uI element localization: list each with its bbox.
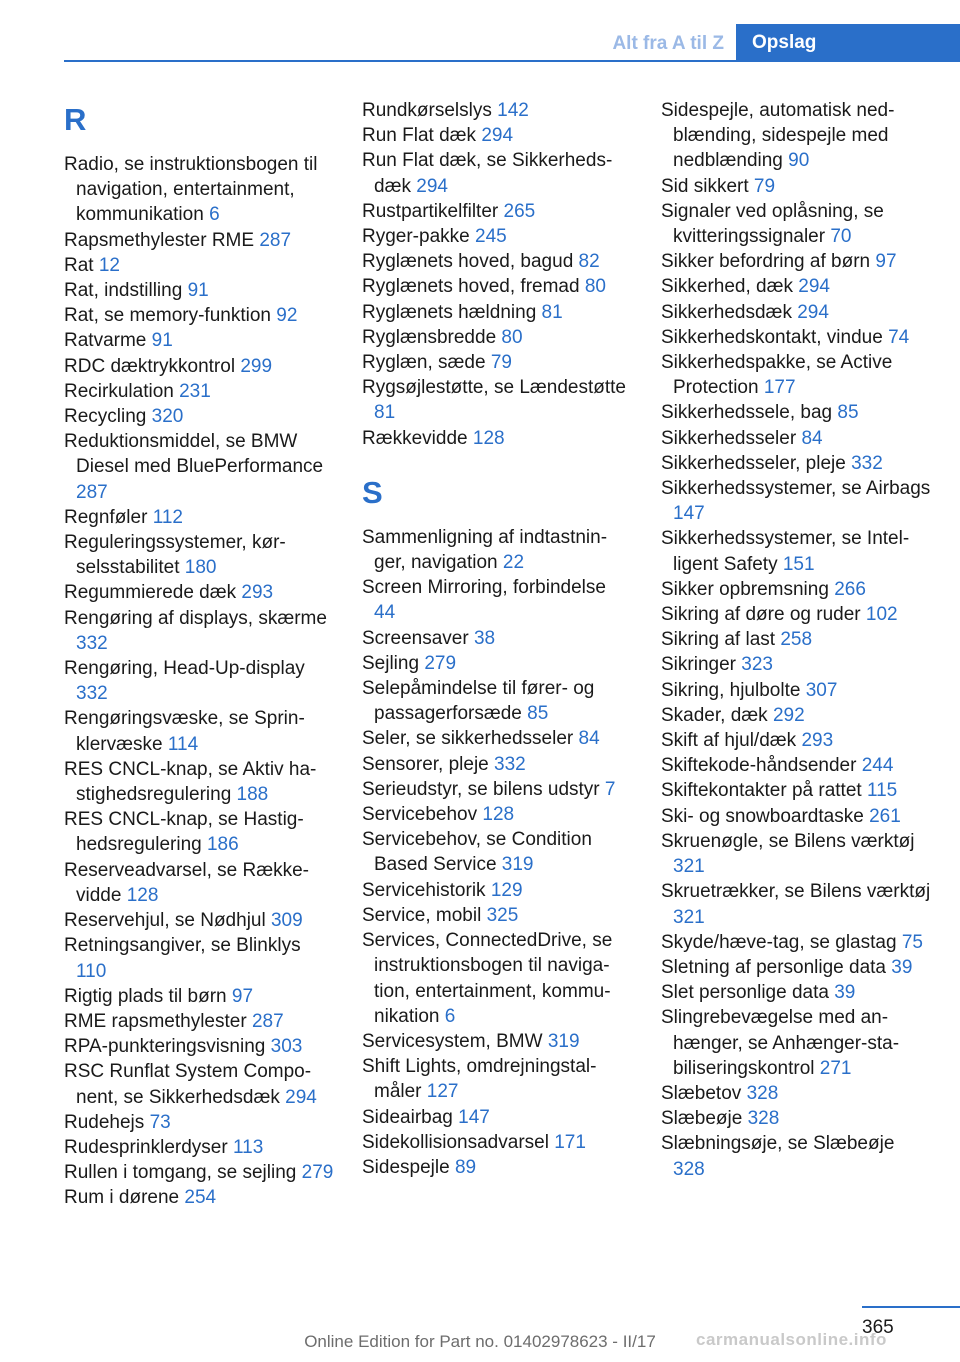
index-entry-term: Radio, se instruktionsbogen til navigation, entertainment, kommunikation — [64, 154, 318, 226]
index-page-link[interactable]: 328 — [747, 1108, 780, 1130]
index-entry — [661, 652, 931, 677]
index-entry-term: Reserveadvarsel, se Rækkevidde — [64, 859, 309, 906]
index-page-link[interactable]: 79 — [490, 352, 512, 374]
index-entry — [362, 777, 632, 802]
index-entry — [64, 303, 334, 328]
index-page-link[interactable]: 325 — [486, 904, 519, 926]
index-entry — [362, 827, 632, 877]
index-entry-term: Skiftekontakter på rattet — [661, 780, 862, 802]
index-page-link[interactable]: 307 — [805, 679, 838, 701]
index-entry — [661, 350, 931, 400]
index-entry-term: Rudesprinklerdyser — [64, 1136, 228, 1158]
index-entry — [661, 1081, 931, 1106]
index-page-link[interactable]: 102 — [865, 604, 898, 626]
index-entry-term: Sikring, hjulbolte — [661, 679, 801, 701]
index-page-link[interactable]: 114 — [167, 733, 199, 755]
index-entry-term: Servicehistorik — [362, 879, 486, 901]
index-page-link[interactable]: 287 — [251, 1010, 284, 1032]
index-page-link[interactable]: 80 — [501, 326, 523, 348]
index-entry-term: Sidekollisionsadvarsel — [362, 1131, 549, 1153]
index-column-1 — [64, 98, 334, 1211]
edition-note: Online Edition for Part no. 01402978623 - II/17 — [304, 1332, 656, 1351]
index-page-link[interactable]: 332 — [494, 753, 526, 775]
index-entry-term: RES CNCL-knap, se Aktiv hastighedsregulering — [64, 758, 317, 806]
index-page-link[interactable]: 147 — [673, 503, 705, 525]
index-entry — [64, 933, 334, 983]
index-entry — [64, 757, 334, 807]
index-entry — [362, 651, 632, 676]
index-entry-term: Reservehjul, se Nødhjul — [64, 910, 266, 932]
index-entry — [64, 354, 334, 379]
index-page-link[interactable]: 81 — [541, 301, 563, 323]
index-entry — [64, 1185, 334, 1210]
page-number: 365 — [862, 1317, 894, 1338]
index-page-link[interactable]: 266 — [834, 578, 866, 600]
index-entry — [362, 148, 632, 198]
index-page-link[interactable]: 89 — [454, 1156, 477, 1178]
index-page-link[interactable]: 112 — [152, 506, 183, 528]
index-entry-term: Skift af hjul/dæk — [661, 730, 797, 752]
index-entry-term: Rigtig plads til børn — [64, 985, 227, 1007]
index-entry-term: Sikring af last — [661, 629, 776, 651]
index-page-link[interactable]: 97 — [875, 251, 897, 273]
index-entry — [64, 858, 334, 908]
index-entry-term: Sikkerhedssystemer, se Intelligent Safety — [661, 528, 910, 575]
index-entry — [64, 1009, 334, 1034]
index-entry — [64, 152, 334, 228]
index-entry-term: Rat, se memory-funktion — [64, 305, 271, 327]
index-column-3 — [661, 98, 931, 1182]
index-entry-term: Rudehejs — [64, 1111, 145, 1133]
index-entry — [64, 404, 334, 429]
index-page-link[interactable]: 287 — [76, 481, 108, 503]
index-entry-term: Sikkerhedsdæk — [661, 301, 792, 323]
index-page-link[interactable]: 328 — [746, 1082, 779, 1104]
index-page-link[interactable]: 188 — [236, 784, 269, 806]
index-entry — [661, 930, 931, 955]
index-entry-term: Run Flat dæk, se Sikkerhedsdæk — [362, 150, 613, 197]
index-page-link[interactable]: 293 — [241, 582, 274, 604]
index-entry — [64, 656, 334, 706]
index-page-link[interactable]: 244 — [861, 755, 894, 777]
index-page-link[interactable]: 180 — [184, 557, 217, 579]
index-entry — [661, 426, 931, 451]
index-page-link[interactable]: 171 — [554, 1131, 586, 1153]
index-page-link[interactable]: 323 — [741, 654, 773, 676]
index-entry — [661, 879, 931, 929]
index-entry-term: Sammenligning af indtastninger, navigation — [362, 526, 608, 574]
index-page-link[interactable]: 79 — [753, 175, 776, 197]
index-entry — [362, 802, 632, 827]
index-entry-term: Ryglænets hoved, fremad — [362, 276, 580, 298]
index-entry-term: Sikkerhedspakke, se Active Protection — [661, 352, 893, 399]
index-entry-term: Recycling — [64, 406, 147, 428]
index-entry — [661, 703, 931, 728]
index-page-link[interactable]: 332 — [76, 632, 108, 654]
index-entry — [362, 375, 632, 425]
index-page-link[interactable]: 319 — [547, 1030, 580, 1052]
index-page-link[interactable]: 91 — [187, 280, 209, 302]
index-page-link[interactable]: 115 — [866, 780, 898, 802]
index-page-link[interactable]: 70 — [830, 226, 852, 248]
index-entry-term: Ryglænets hoved, bagud — [362, 251, 574, 273]
index-entry — [362, 676, 632, 726]
index-entry — [661, 678, 931, 703]
index-entry — [362, 123, 632, 148]
index-entry-term: Rapsmethylester RME — [64, 229, 255, 251]
index-entry-term: Sikker opbremsning — [661, 578, 829, 600]
index-entry-term: Skader, dæk — [661, 704, 768, 726]
index-entry — [661, 249, 931, 274]
index-entry-term: Sikringer — [661, 654, 736, 676]
index-entry — [362, 1029, 632, 1054]
index-page-link[interactable]: 279 — [424, 652, 457, 674]
index-entry — [362, 325, 632, 350]
footer-rule — [862, 1306, 960, 1308]
index-entry — [362, 878, 632, 903]
index-entry — [64, 706, 334, 756]
index-entry-term: Slæbetov — [661, 1082, 742, 1104]
index-entry-term: Rengøring af displays, skærme — [64, 607, 327, 629]
index-entry-term: Servicebehov, se Condition Based Service — [362, 829, 592, 876]
index-entry — [661, 300, 931, 325]
index-page-link[interactable]: 82 — [578, 251, 600, 273]
index-page-link[interactable]: 110 — [76, 960, 107, 982]
index-page-link[interactable]: 186 — [206, 834, 239, 856]
index-entry — [64, 1059, 334, 1109]
index-page-link[interactable]: 127 — [426, 1081, 459, 1103]
index-entry — [661, 955, 931, 980]
index-entry — [64, 807, 334, 857]
index-page-link[interactable]: 129 — [490, 879, 523, 901]
index-page-link[interactable]: 97 — [231, 985, 254, 1007]
index-entry-term: RME rapsmethylester — [64, 1010, 247, 1032]
index-entry-term: Screensaver — [362, 627, 469, 649]
index-page-link[interactable]: 294 — [797, 301, 829, 323]
index-entry-term: Run Flat dæk — [362, 125, 477, 147]
index-entry-term: Sikkerhedsseler — [661, 427, 797, 449]
index-entry-term: Sletning af personlige data — [661, 956, 886, 978]
index-entry — [362, 575, 632, 625]
index-entry-term: Slet personlige data — [661, 982, 829, 1004]
index-page-link[interactable]: 254 — [184, 1187, 217, 1209]
index-entry-term: Serieudstyr, se bilens udstyr — [362, 778, 600, 800]
index-entry — [64, 1034, 334, 1059]
index-entry — [362, 98, 632, 123]
index-page-link[interactable]: 299 — [240, 355, 273, 377]
index-entry — [661, 400, 931, 425]
index-entry — [64, 278, 334, 303]
index-entry — [64, 505, 334, 530]
index-letter-heading: S — [362, 474, 383, 510]
index-entry — [661, 804, 931, 829]
index-entry — [362, 626, 632, 651]
index-entry — [64, 984, 334, 1009]
index-entry — [362, 224, 632, 249]
header-section-title: Alt fra A til Z — [612, 33, 724, 54]
index-page-link[interactable]: 44 — [374, 602, 396, 624]
index-page-link[interactable]: 128 — [482, 804, 515, 826]
index-page-link[interactable]: 147 — [458, 1106, 490, 1128]
index-entry — [362, 525, 632, 575]
index-entry-term: Regummierede dæk — [64, 582, 237, 604]
index-entry — [362, 903, 632, 928]
index-entry — [661, 577, 931, 602]
index-entry — [64, 580, 334, 605]
index-entry-term: Rækkevidde — [362, 427, 468, 449]
index-page-link[interactable]: 142 — [497, 100, 529, 121]
index-page-link[interactable]: 128 — [472, 427, 505, 449]
watermark: carmanualsonline.info — [696, 1330, 887, 1349]
index-entry — [661, 778, 931, 803]
index-entry-term: Slingrebevægelse med anhænger, se Anhænger-stabiliseringskontrol — [661, 1007, 900, 1079]
index-page-link[interactable]: 265 — [503, 200, 536, 222]
index-page-link[interactable]: 293 — [801, 730, 834, 752]
index-entry-term: Services, ConnectedDrive, se instruktionsbogen til navigation, entertainment, kommunikation — [362, 930, 613, 1027]
index-entry-term: Rum i dørene — [64, 1187, 180, 1209]
index-entry-term: Sikring af døre og ruder — [661, 604, 861, 626]
index-entry — [64, 1135, 334, 1160]
index-entry-term: Skruenøgle, se Bilens værktøj — [661, 830, 915, 852]
index-entry-term: Sikker befordring af børn — [661, 251, 871, 273]
index-page-link[interactable]: 332 — [851, 452, 883, 474]
index-entry — [64, 1110, 334, 1135]
index-page-link[interactable]: 271 — [819, 1057, 852, 1079]
index-entry-term: Skiftekode-håndsender — [661, 755, 857, 777]
index-entry-term: Sideairbag — [362, 1106, 453, 1128]
index-page-link[interactable]: 320 — [151, 406, 184, 428]
index-page-link[interactable]: 245 — [475, 226, 507, 248]
index-entry — [64, 530, 334, 580]
index-entry-term: Seler, se sikkerhedsseler — [362, 728, 574, 750]
index-page-link[interactable]: 90 — [788, 150, 810, 172]
index-entry — [64, 606, 334, 656]
index-entry — [64, 328, 334, 353]
index-entry-term: Retningsangiver, se Blinklys — [64, 935, 301, 957]
index-entry-term: Servicesystem, BMW — [362, 1030, 543, 1052]
index-entry-term: Reguleringssystemer, kørselsstabilitet — [64, 532, 286, 579]
header-tab: Opslag — [736, 24, 960, 62]
index-column-2 — [362, 98, 632, 1180]
index-entry — [362, 249, 632, 274]
index-entry — [661, 829, 931, 879]
index-page-link[interactable]: 309 — [270, 910, 303, 932]
index-entry — [64, 429, 334, 505]
index-entry-term: Ryger-pakke — [362, 226, 470, 248]
index-entry-term: Sid sikkert — [661, 175, 749, 197]
index-entry — [64, 379, 334, 404]
index-entry-term: Skyde/hæve-tag, se glastag — [661, 931, 897, 953]
index-page-link[interactable]: 6 — [444, 1005, 456, 1027]
index-page-link[interactable]: 328 — [673, 1158, 705, 1180]
index-entry-term: Shift Lights, omdrejningstalmåler — [362, 1056, 597, 1103]
index-page-link[interactable]: 258 — [780, 629, 813, 651]
index-page-link[interactable]: 12 — [98, 254, 120, 276]
index-entry — [362, 426, 632, 451]
index-page-link[interactable]: 287 — [259, 229, 292, 251]
index-page-link[interactable]: 39 — [834, 982, 856, 1004]
index-entry-term: RES CNCL-knap, se Hastighedsregulering — [64, 809, 304, 856]
index-page-link[interactable]: 73 — [149, 1111, 171, 1133]
index-page-link[interactable]: 74 — [888, 326, 910, 348]
index-page-link[interactable]: 321 — [673, 856, 705, 878]
index-entry — [362, 274, 632, 299]
index-entry-term: Ryglæn, sæde — [362, 352, 486, 374]
index-entry — [661, 1131, 931, 1181]
index-entry — [362, 928, 632, 1029]
index-entry-term: Rengøring, Head-Up-display — [64, 658, 305, 680]
index-entry-term: Service, mobil — [362, 904, 482, 926]
index-entry-term: Rat — [64, 254, 94, 276]
index-entry-term: Ryglænets hældning — [362, 301, 537, 323]
index-entry — [64, 1160, 334, 1185]
index-entry — [362, 726, 632, 751]
index-page-link[interactable]: 177 — [763, 377, 796, 399]
index-entry — [362, 1105, 632, 1130]
index-entry-term: Sikkerhed, dæk — [661, 276, 794, 298]
index-page-link[interactable]: 38 — [473, 627, 496, 649]
index-page-link[interactable]: 319 — [501, 854, 534, 876]
index-page-link[interactable]: 128 — [126, 884, 159, 906]
index-page-link[interactable]: 81 — [374, 402, 396, 424]
index-entry-term: Rat, indstilling — [64, 280, 183, 302]
index-page-link[interactable]: 303 — [270, 1036, 303, 1058]
index-entry-term: Ski- og snowboardtaske — [661, 805, 864, 827]
index-entry — [661, 753, 931, 778]
index-entry-term: Slæbeøje — [661, 1108, 743, 1130]
index-entry — [661, 980, 931, 1005]
index-page-link[interactable]: 80 — [584, 276, 606, 298]
index-entry — [661, 627, 931, 652]
index-entry — [362, 1130, 632, 1155]
index-entry-term: Ryglænsbredde — [362, 326, 497, 348]
index-page-link[interactable]: 332 — [76, 683, 108, 705]
index-entry — [64, 228, 334, 253]
index-page-link[interactable]: 231 — [179, 380, 211, 402]
index-page-link[interactable]: 261 — [869, 805, 901, 827]
index-page-link[interactable]: 151 — [782, 553, 815, 575]
index-page-link[interactable]: 84 — [578, 728, 600, 750]
index-entry — [661, 451, 931, 476]
index-page-link[interactable]: 292 — [772, 704, 805, 726]
index-page-link[interactable]: 39 — [891, 956, 913, 978]
index-page-link[interactable]: 294 — [416, 175, 448, 197]
index-entry-term: RDC dæktrykkontrol — [64, 355, 236, 377]
index-page-link[interactable]: 6 — [209, 204, 220, 226]
index-entry-term: Skruetrækker, se Bilens værktøj — [661, 881, 931, 903]
index-letter-heading: R — [64, 102, 87, 137]
index-entry-term: Rustpartikelfilter — [362, 200, 499, 222]
index-entry-term: Signaler ved oplåsning, se kvitteringssignaler — [661, 200, 884, 248]
index-entry-term: Servicebehov — [362, 804, 478, 826]
index-page-link[interactable]: 91 — [151, 330, 173, 352]
index-entry — [362, 1054, 632, 1104]
index-page-link[interactable]: 113 — [232, 1136, 264, 1158]
index-entry-term: Rundkørselslys — [362, 100, 492, 121]
index-entry — [661, 98, 931, 174]
index-page-link[interactable]: 321 — [673, 906, 705, 928]
index-entry — [64, 908, 334, 933]
index-entry — [362, 752, 632, 777]
index-page-link[interactable]: 294 — [481, 125, 514, 147]
index-entry-term: Sidespejle — [362, 1156, 450, 1178]
index-entry-term: Slæbningsøje, se Slæbeøje — [661, 1133, 895, 1155]
index-entry-term: Rengøringsvæske, se Sprinklervæske — [64, 708, 305, 755]
index-entry — [661, 526, 931, 576]
index-entry — [661, 476, 931, 526]
index-page-link[interactable]: 7 — [604, 778, 616, 800]
index-entry-term: Ratvarme — [64, 330, 147, 352]
index-entry-term: Regnføler — [64, 506, 148, 528]
index-entry — [661, 174, 931, 199]
index-entry-term: Sikkerhedskontakt, vindue — [661, 326, 883, 348]
index-page-link[interactable]: 92 — [276, 305, 298, 327]
index-entry-term: Sidespejle, automatisk nedblænding, sidespejle med nedblænding — [661, 100, 895, 172]
index-entry-term: Selepåmindelse til fører- og passagerforsæde — [362, 678, 595, 725]
index-entry — [661, 1005, 931, 1081]
index-entry — [362, 350, 632, 375]
index-page-link[interactable]: 279 — [301, 1162, 334, 1184]
index-entry-term: Sikkerhedssele, bag — [661, 402, 833, 424]
index-entry-term: Recirkulation — [64, 380, 174, 402]
index-entry — [661, 199, 931, 249]
index-page-link[interactable]: 22 — [502, 552, 525, 574]
index-entry — [362, 1155, 632, 1180]
index-page-link[interactable]: 294 — [285, 1086, 317, 1108]
index-entry-term: Screen Mirroring, forbindelse — [362, 577, 606, 599]
index-page-link[interactable]: 84 — [801, 427, 823, 449]
index-entry — [661, 602, 931, 627]
index-page-link[interactable]: 294 — [798, 276, 830, 298]
index-page-link[interactable]: 85 — [527, 703, 549, 725]
index-entry — [661, 1106, 931, 1131]
index-entry-term: RPA-punkteringsvisning — [64, 1036, 266, 1058]
index-page-link[interactable]: 75 — [901, 931, 923, 953]
index-entry-term: Sejling — [362, 652, 420, 674]
index-entry-term: Sensorer, pleje — [362, 753, 489, 775]
index-entry-term: Reduktionsmiddel, se BMW Diesel med BluePerformance — [64, 431, 324, 478]
index-entry — [661, 325, 931, 350]
index-entry-term: Rygsøjlestøtte, se Lændestøtte — [362, 377, 626, 399]
index-entry — [661, 728, 931, 753]
index-entry — [362, 199, 632, 224]
index-entry — [362, 300, 632, 325]
index-entry — [64, 253, 334, 278]
index-page-link[interactable]: 85 — [837, 402, 859, 424]
index-entry-term: Sikkerhedssystemer, se Airbags — [661, 478, 931, 500]
index-entry-term: RSC Runflat System Component, se Sikkerhedsdæk — [64, 1061, 312, 1108]
index-entry — [661, 274, 931, 299]
index-entry-term: Rullen i tomgang, se sejling — [64, 1162, 297, 1184]
index-entry-term: Sikkerhedsseler, pleje — [661, 452, 846, 474]
